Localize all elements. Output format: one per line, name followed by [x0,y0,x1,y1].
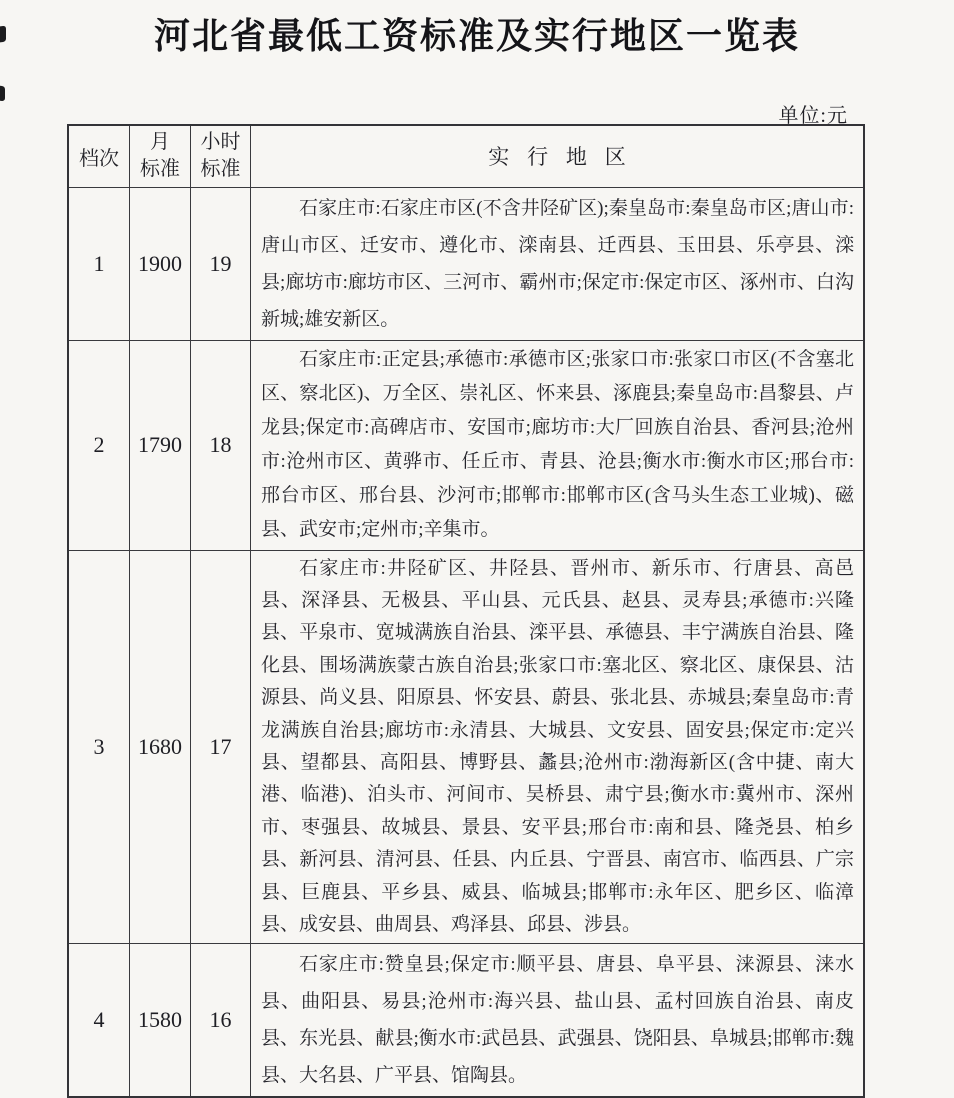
unit-label: 单位:元 [778,105,848,127]
regions-text: 石家庄市:井陉矿区、井陉县、晋州市、新乐市、行唐县、高邑县、深泽县、无极县、平山县、元氏县、赵县、灵寿县;承德市:兴隆县、平泉市、宽城满族自治县、滦平县、承德县、丰宁满族自治县、隆化县、围场满族蒙古族自治县;张家口市:塞北区、察北区、康保县、沽源县、尚义县、阳原县、怀安县、蔚县、张北县、赤城县;秦皇岛市:青龙满族自治县;廊坊市:永清县、大城县、文安县、固安县;保定市:定兴县、望都县、高阳县、博野县、蠡县;沧州市:渤海新区(含中捷、南大港、临港)、泊头市、河间市、吴桥县、肃宁县;衡水市:冀州市、深州市、枣强县、故城县、景县、安平县;邢台市:南和县、隆尧县、柏乡县、新河县、清河县、任县、内丘县、宁晋县、南宫市、临西县、广宗县、巨鹿县、平乡县、威县、临城县;邯郸市:永年区、肥乡区、临漳县、成安县、曲周县、鸡泽县、邱县、涉县。 [261,557,854,935]
scan-artifact [0,86,5,102]
grade-cell: 3 [68,550,130,944]
minimum-wage-table [67,124,865,1098]
grade-cell: 1 [68,187,130,340]
grade-cell: 4 [68,944,130,1098]
hourly-standard-cell: 16 [191,944,251,1098]
page-title: 河北省最低工资标准及实行地区一览表 [153,16,800,57]
header-hourly-line1: 小时 [200,131,241,154]
hourly-standard-cell: 19 [191,187,251,340]
table-header-row [68,125,864,187]
grade-cell: 2 [68,340,130,550]
header-regions: 实行地区 [251,125,865,187]
regions-text: 石家庄市:正定县;承德市:承德市区;张家口市:张家口市区(不含塞北区、察北区)、万全区、崇礼区、怀来县、涿鹿县;秦皇岛市:昌黎县、卢龙县;保定市:高碑店市、安国市;廊坊市:大厂回族自治县、香河县;沧州市:沧州市区、黄骅市、任丘市、青县、沧县;衡水市:衡水市区;邢台市:邢台市区、邢台县、沙河市;邯郸市:邯郸市区(含马头生态工业城)、磁县、武安市;定州市;辛集市。 [261,349,854,540]
table-row [68,944,864,1098]
hourly-standard-cell: 18 [191,340,251,550]
regions-cell [251,550,865,944]
monthly-standard-cell: 1580 [130,944,191,1098]
regions-cell [251,187,865,340]
monthly-standard-cell: 1790 [130,340,191,550]
table-row [68,340,864,550]
header-monthly-line1: 月 [150,131,170,154]
monthly-standard-cell: 1900 [130,187,191,340]
header-hourly-line2: 标准 [200,158,241,181]
regions-text: 石家庄市:赞皇县;保定市:顺平县、唐县、阜平县、涞源县、涞水县、曲阳县、易县;沧州市:海兴县、盐山县、孟村回族自治县、南皮县、东光县、献县;衡水市:武邑县、武强县、饶阳县、阜城县;邯郸市:魏县、大名县、广平县、馆陶县。 [261,954,854,1087]
header-grade: 档次 [68,125,130,187]
header-monthly-line2: 标准 [140,158,180,181]
header-monthly-standard [130,125,191,187]
regions-text: 石家庄市:石家庄市区(不含井陉矿区);秦皇岛市:秦皇岛市区;唐山市:唐山市区、迁安市、遵化市、滦南县、迁西县、玉田县、乐亭县、滦县;廊坊市:廊坊市区、三河市、霸州市;保定市:保定市区、涿州市、白沟新城;雄安新区。 [261,197,854,330]
table-row [68,550,864,944]
monthly-standard-cell: 1680 [130,550,191,944]
table-row [68,187,864,340]
regions-cell [251,340,865,550]
header-hourly-standard [191,125,251,187]
hourly-standard-cell: 17 [191,550,251,944]
regions-cell [251,944,865,1098]
